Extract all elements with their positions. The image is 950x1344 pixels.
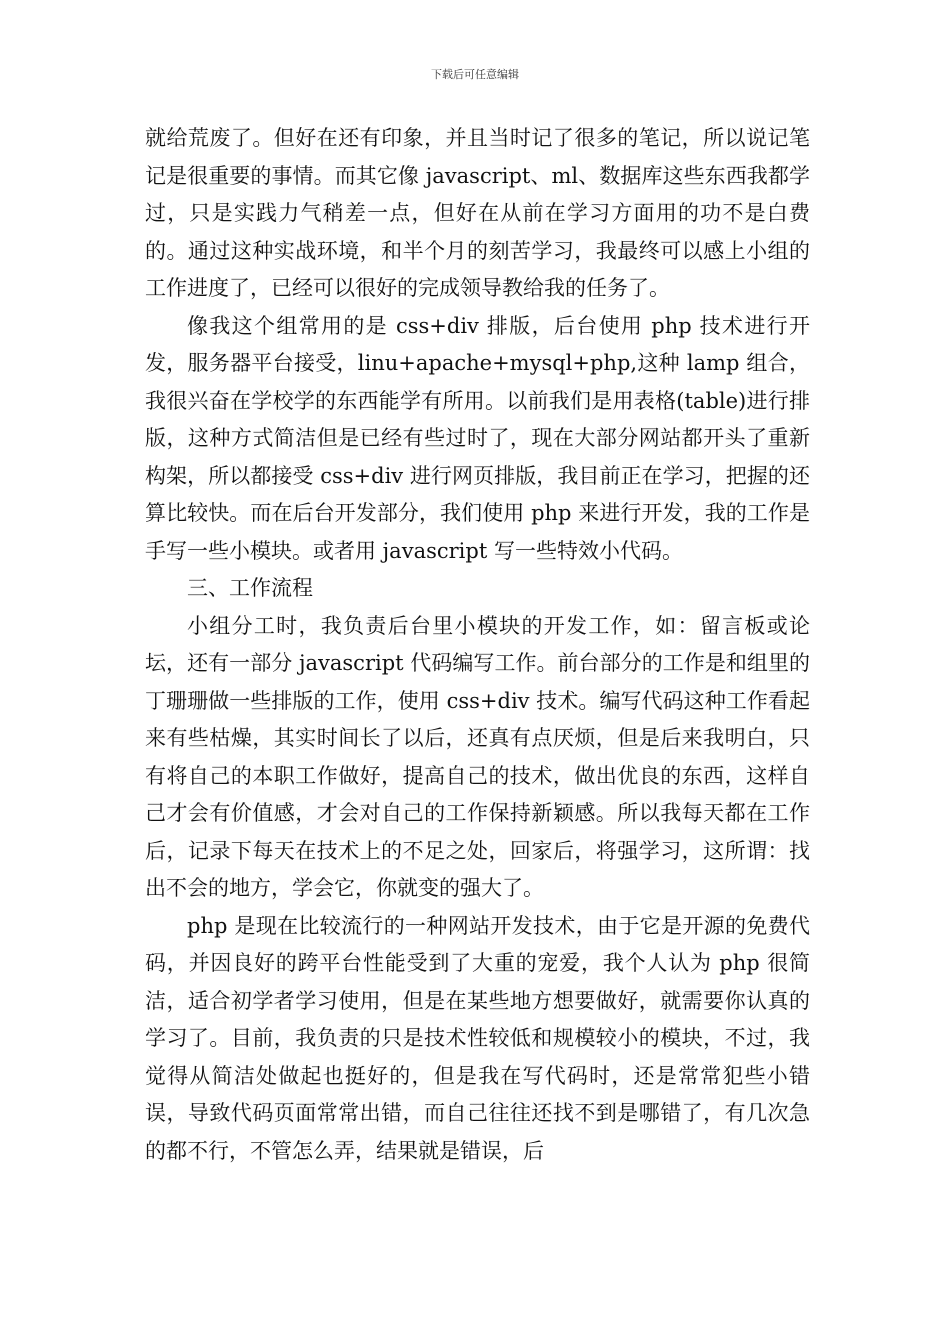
document-body (145, 120, 810, 1170)
paragraph-4: php 是现在比较流行的一种网站开发技术，由于它是开源的免费代码，并因良好的跨平台性能受到了大重的宠爱，我个人认为 php 很简洁，适合初学者学习使用，但是在某些地方想要做好，就需要你认真的学习了。目前，我负责的只是技术性较低和规模较小的模块，不过，我觉得从简洁处做起也挺好的，但是我在写代码时，还是常常犯些小错误，导致代码页面常常出错，而自己往往还找不到是哪错了，有几次急的都不行，不管怎么弄，结果就是错误，后 (145, 913, 810, 1163)
section-heading: 三、工作流程 (187, 576, 313, 600)
page-header: 下载后可任意编辑 (431, 68, 519, 81)
paragraph-1: 就给荒废了。但好在还有印象，并且当时记了很多的笔记，所以说记笔记是很重要的事情。而其它像 javascript、ml、数据库这些东西我都学过，只是实践力气稍差一点，但好在从前在学习方面用的功不是白费的。通过这种实战环境，和半个月的刻苦学习，我最终可以感上小组的工作进度了，已经可以很好的完成领导教给我的任务了。 (145, 126, 810, 300)
paragraph-3: 小组分工时，我负责后台里小模块的开发工作，如：留言板或论坛，还有一部分 javascript 代码编写工作。前台部分的工作是和组里的丁珊珊做一些排版的工作，使用 css+div 技术。编写代码这种工作看起来有些枯燥，其实时间长了以后，还真有点厌烦，但是后来我明白，只有将自己的本职工作做好，提高自己的技术，做出优良的东西，这样自己才会有价值感，才会对自己的工作保持新颖感。所以我每天都在工作后，记录下每天在技术上的不足之处，回家后，将强学习，这所谓：找出不会的地方，学会它，你就变的强大了。 (145, 613, 810, 900)
paragraph-2: 像我这个组常用的是 css+div 排版，后台使用 php 技术进行开发，服务器平台接受，linu+apache+mysql+php,这种 lamp 组合，我很兴奋在学校学的东西能学有所用。以前我们是用表格(table)进行排版，这种方式简洁但是已经有些过时了，现在大部分网站都开头了重新构架，所以都接受 css+div 进行网页排版，我目前正在学习，把握的还算比较快。而在后台开发部分，我们使用 php 来进行开发，我的工作是手写一些小模块。或者用 javascript 写一些特效小代码。 (145, 313, 810, 563)
